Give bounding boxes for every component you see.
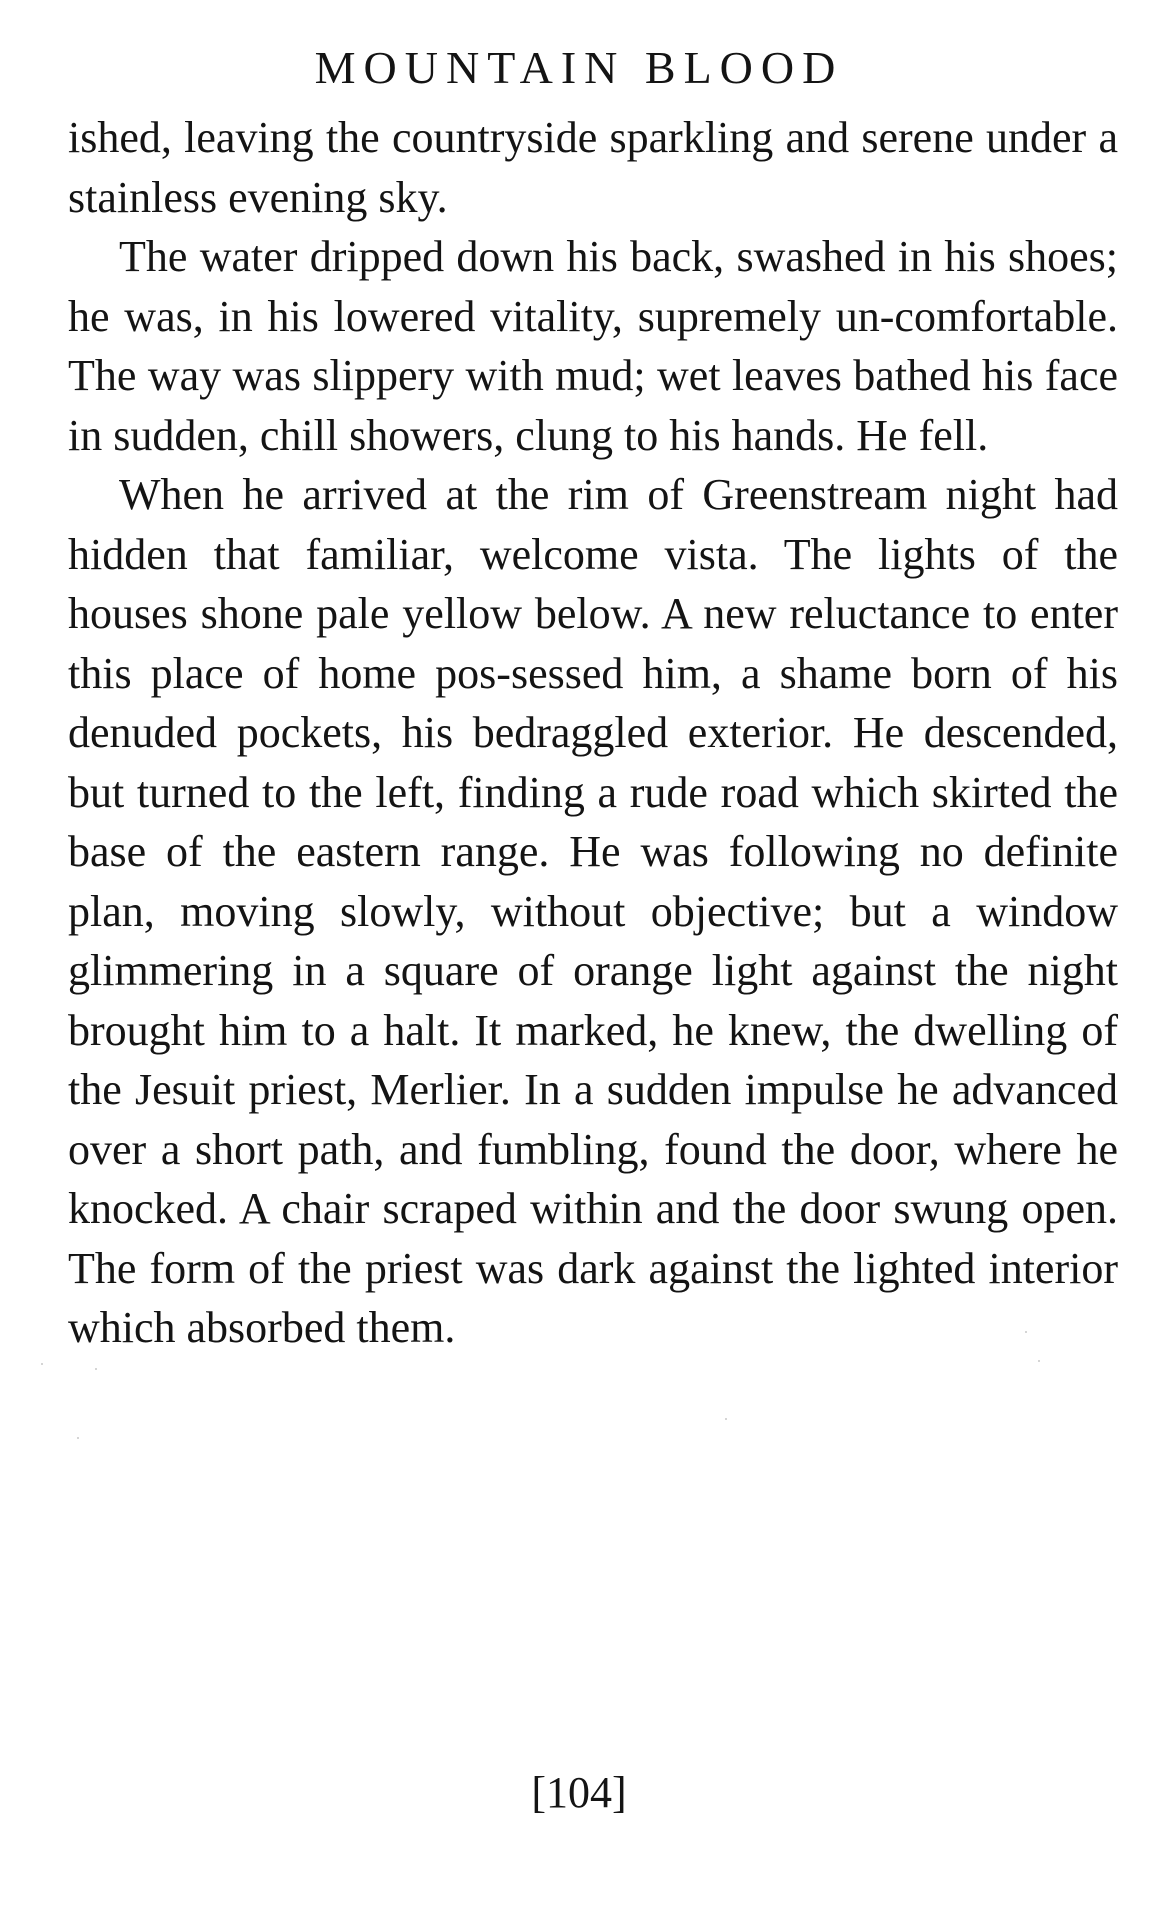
scan-speck	[1038, 1360, 1040, 1362]
paragraph-continuation: ished, leaving the countryside sparkling and serene under a stainless evening sky.	[68, 113, 1118, 222]
scan-speck	[95, 1368, 97, 1370]
scan-speck	[41, 1363, 43, 1365]
scan-speck	[1025, 1331, 1027, 1333]
paragraph: The water dripped down his back, swashed in his shoes; he was, in his lowered vitality, supremely un-comfortable. The way was slippery with mud; wet leaves bathed his face in sudden, chill showers, clung to his hands. He fell.	[68, 232, 1118, 460]
page-number: [104]	[531, 1768, 627, 1817]
scan-speck	[77, 1437, 79, 1439]
body-text	[68, 108, 1118, 1358]
scan-speck	[725, 1418, 727, 1420]
paragraph: When he arrived at the rim of Greenstream night had hidden that familiar, welcome vista. The lights of the houses shone pale yellow below. A new reluctance to enter this place of home pos-sessed him, a shame born of his denuded pockets, his bedraggled exterior. He descended, but turned to the left, finding a rude road which skirted the base of the eastern range. He was following no definite plan, moving slowly, without objective; but a window glimmering in a square of orange light against the night brought him to a halt. It marked, he knew, the dwelling of the Jesuit priest, Merlier. In a sudden impulse he advanced over a short path, and fumbling, found the door, where he knocked. A chair scraped within and the door swung open. The form of the priest was dark against the lighted interior which absorbed them.	[68, 470, 1118, 1352]
running-head: MOUNTAIN BLOOD	[314, 42, 844, 93]
